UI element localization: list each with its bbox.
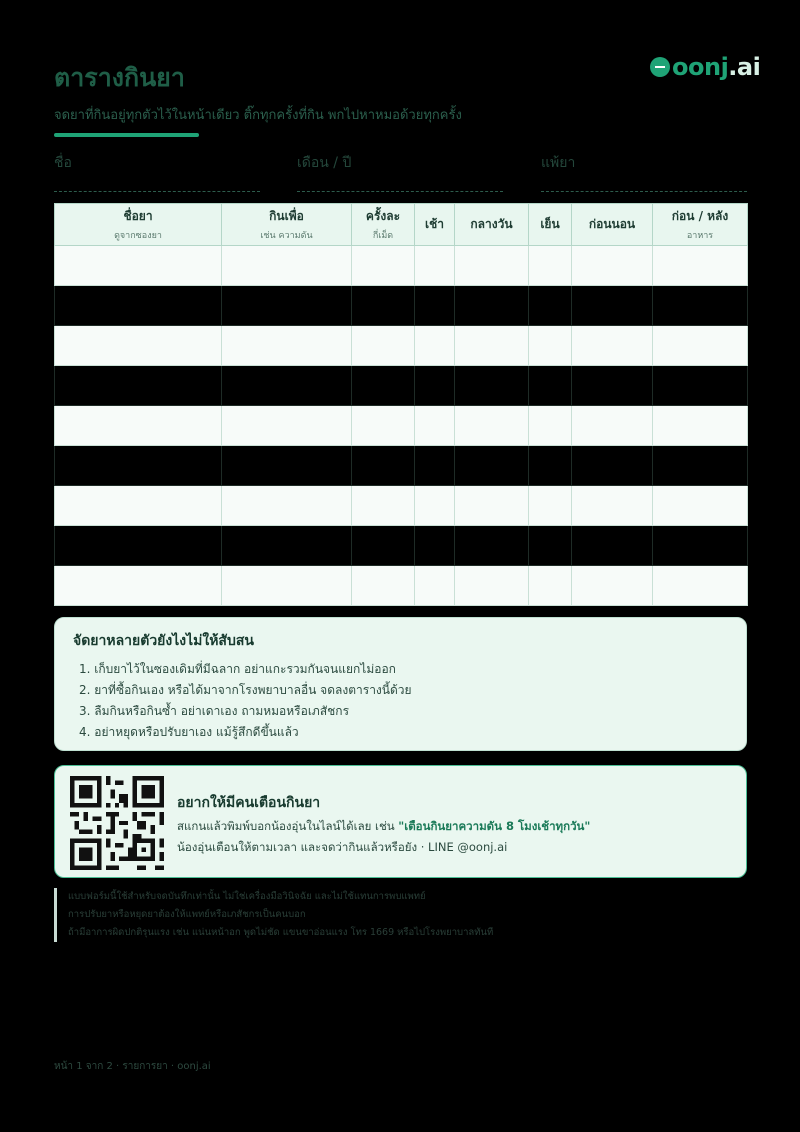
page-footer: หน้า 1 จาก 2 · รายการยา · oonj.ai <box>54 1061 211 1072</box>
table-row <box>55 326 748 366</box>
table-cell[interactable] <box>55 446 222 486</box>
table-cell[interactable] <box>455 366 529 406</box>
col-label: เย็น <box>540 217 560 231</box>
disclaimer-line: แบบฟอร์มนี้ใช้สำหรับจดบันทึกเท่านั้น ไม่ใช่เครื่องมือวินิจฉัย และไม่ใช้แทนการพบแพทย์ <box>68 891 426 902</box>
reminder-line-id: น้องอุ่นเตือนให้ตามเวลา และจดว่ากินแล้วหรือยัง · LINE @oonj.ai <box>177 840 508 854</box>
col-label: ครั้งละ <box>365 209 401 223</box>
table-cell[interactable] <box>352 246 415 286</box>
brand-logo <box>650 52 760 82</box>
table-row <box>55 286 748 326</box>
col-label: กลางวัน <box>470 217 513 231</box>
table-row <box>55 526 748 566</box>
reminder-instruction-text: สแกนแล้วพิมพ์บอกน้องอุ่นในไลน์ได้เลย เช่น <box>177 819 399 833</box>
table-cell[interactable] <box>572 326 653 366</box>
table-cell[interactable] <box>352 566 415 606</box>
table-cell[interactable] <box>572 366 653 406</box>
logo-suffix-text: .ai <box>728 53 761 81</box>
table-cell[interactable] <box>455 486 529 526</box>
tips-title: จัดยาหลายตัวยังไงไม่ให้สับสน <box>73 633 254 649</box>
table-cell[interactable] <box>415 406 455 446</box>
col-label: กินเพื่อ <box>269 209 304 223</box>
table-cell[interactable] <box>653 486 748 526</box>
col-sub-label: ดูจากซองยา <box>114 231 162 241</box>
table-cell[interactable] <box>222 406 352 446</box>
col-before-after-meal <box>653 204 748 246</box>
tips-list <box>73 659 728 743</box>
table-row <box>55 486 748 526</box>
table-cell[interactable] <box>222 446 352 486</box>
table-cell[interactable] <box>455 406 529 446</box>
line-reminder-box <box>54 765 747 878</box>
table-cell[interactable] <box>222 486 352 526</box>
col-dose <box>352 204 415 246</box>
table-cell[interactable] <box>572 446 653 486</box>
table-cell[interactable] <box>352 446 415 486</box>
table-cell[interactable] <box>222 366 352 406</box>
table-cell[interactable] <box>55 366 222 406</box>
table-cell[interactable] <box>572 406 653 446</box>
table-cell[interactable] <box>455 326 529 366</box>
col-label: ชื่อยา <box>123 209 153 223</box>
col-sub-label: อาหาร <box>686 231 714 241</box>
table-cell[interactable] <box>55 566 222 606</box>
table-cell[interactable] <box>55 326 222 366</box>
table-cell[interactable] <box>455 246 529 286</box>
table-cell[interactable] <box>529 286 572 326</box>
table-cell[interactable] <box>352 526 415 566</box>
table-cell[interactable] <box>55 286 222 326</box>
table-cell[interactable] <box>653 566 748 606</box>
table-cell[interactable] <box>455 566 529 606</box>
table-cell[interactable] <box>455 286 529 326</box>
reminder-instruction <box>177 818 590 836</box>
table-cell[interactable] <box>653 446 748 486</box>
table-cell[interactable] <box>653 326 748 366</box>
table-cell[interactable] <box>653 406 748 446</box>
table-cell[interactable] <box>455 526 529 566</box>
page-title: ตารางกินยา <box>54 63 185 92</box>
table-row <box>55 246 748 286</box>
table-cell[interactable] <box>572 246 653 286</box>
tip-item: 2. ยาที่ซื้อกินเอง หรือได้มาจากโรงพยาบาลอื่น จดลงตารางนี้ด้วย <box>79 683 412 697</box>
col-sub-label: เช่น ความดัน <box>260 231 313 241</box>
table-cell[interactable] <box>572 286 653 326</box>
table-cell[interactable] <box>415 246 455 286</box>
table-cell[interactable] <box>352 486 415 526</box>
col-medicine-name <box>55 204 222 246</box>
col-sub-label: กี่เม็ด <box>372 231 394 241</box>
col-evening <box>529 204 572 246</box>
table-cell[interactable] <box>529 486 572 526</box>
table-cell[interactable] <box>529 406 572 446</box>
table-cell[interactable] <box>352 406 415 446</box>
table-cell[interactable] <box>415 326 455 366</box>
table-cell[interactable] <box>222 566 352 606</box>
name-field[interactable] <box>54 152 260 192</box>
table-row <box>55 366 748 406</box>
table-header-row <box>55 204 748 246</box>
table-cell[interactable] <box>415 286 455 326</box>
table-cell[interactable] <box>572 486 653 526</box>
month-year-label: เดือน / ปี <box>297 155 352 171</box>
accent-underline <box>54 133 199 137</box>
disclaimer <box>54 888 493 942</box>
col-label: เช้า <box>425 217 444 231</box>
col-noon <box>455 204 529 246</box>
table-cell[interactable] <box>653 246 748 286</box>
tip-item: 1. เก็บยาไว้ในซองเดิมที่มีฉลาก อย่าแกะรวมกันจนแยกไม่ออก <box>79 662 396 676</box>
table-row <box>55 406 748 446</box>
reminder-example-quote: "เตือนกินยาความดัน 8 โมงเช้าทุกวัน" <box>398 819 591 833</box>
table-cell[interactable] <box>529 366 572 406</box>
table-cell[interactable] <box>653 366 748 406</box>
col-morning <box>415 204 455 246</box>
table-cell[interactable] <box>529 326 572 366</box>
col-purpose <box>222 204 352 246</box>
table-cell[interactable] <box>455 446 529 486</box>
table-cell[interactable] <box>55 406 222 446</box>
table-cell[interactable] <box>529 446 572 486</box>
table-cell[interactable] <box>352 326 415 366</box>
table-cell[interactable] <box>572 566 653 606</box>
table-cell[interactable] <box>222 526 352 566</box>
tip-item: 3. ลืมกินหรือกินซ้ำ อย่าเดาเอง ถามหมอหรือเภสัชกร <box>79 704 350 718</box>
table-cell[interactable] <box>222 286 352 326</box>
table-cell[interactable] <box>55 486 222 526</box>
reminder-title: อยากให้มีคนเตือนกินยา <box>177 795 321 811</box>
allergy-field[interactable] <box>541 152 747 192</box>
col-bedtime <box>572 204 653 246</box>
table-cell[interactable] <box>653 526 748 566</box>
tips-box <box>54 617 747 751</box>
table-cell[interactable] <box>415 486 455 526</box>
name-label: ชื่อ <box>54 155 72 171</box>
table-cell[interactable] <box>415 566 455 606</box>
disclaimer-line: การปรับยาหรือหยุดยาต้องให้แพทย์หรือเภสัชกรเป็นคนบอก <box>68 909 306 920</box>
table-cell[interactable] <box>415 446 455 486</box>
table-cell[interactable] <box>352 366 415 406</box>
table-cell[interactable] <box>415 366 455 406</box>
tip-item: 4. อย่าหยุดหรือปรับยาเอง แม้รู้สึกดีขึ้นแล้ว <box>79 725 299 739</box>
table-cell[interactable] <box>222 246 352 286</box>
medication-table <box>54 203 748 606</box>
table-cell[interactable] <box>529 246 572 286</box>
page-subtitle: จดยาที่กินอยู่ทุกตัวไว้ในหน้าเดียว ติ๊กทุกครั้งที่กิน พกไปหาหมอด้วยทุกครั้ง <box>54 108 462 123</box>
logo-main-text: oonj <box>672 53 729 81</box>
table-cell[interactable] <box>572 526 653 566</box>
allergy-label: แพ้ยา <box>541 155 576 171</box>
table-cell[interactable] <box>222 326 352 366</box>
logo-wordmark <box>672 53 760 81</box>
table-cell[interactable] <box>653 286 748 326</box>
month-year-field[interactable] <box>297 152 503 192</box>
table-cell[interactable] <box>55 246 222 286</box>
heartbeat-chat-icon <box>650 57 670 77</box>
table-row <box>55 566 748 606</box>
table-row <box>55 446 748 486</box>
table-cell[interactable] <box>55 526 222 566</box>
disclaimer-line: ถ้ามีอาการผิดปกติรุนแรง เช่น แน่นหน้าอก พูดไม่ชัด แขนขาอ่อนแรง โทร 1669 หรือไปโรงพยาบาลทันที <box>68 927 494 938</box>
table-cell[interactable] <box>352 286 415 326</box>
qr-code-icon[interactable] <box>70 776 164 870</box>
col-label: ก่อนนอน <box>588 217 636 231</box>
table-cell[interactable] <box>529 566 572 606</box>
col-label: ก่อน / หลัง <box>671 209 729 223</box>
table-cell[interactable] <box>529 526 572 566</box>
table-cell[interactable] <box>415 526 455 566</box>
